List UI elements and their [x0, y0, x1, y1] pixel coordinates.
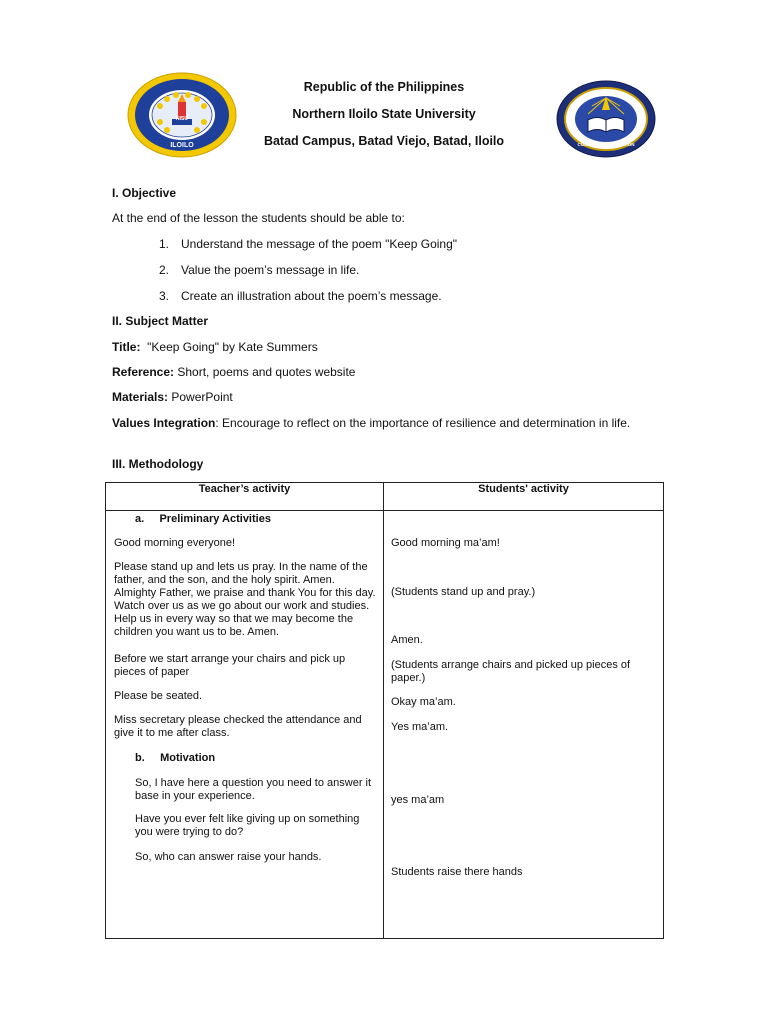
teacher-line: Before we start arrange your chairs and pick up pieces of paper: [114, 653, 346, 678]
objective-item-number: 1.: [159, 237, 170, 251]
teacher-line: Please be seated.: [114, 690, 203, 702]
methodology-table: [105, 482, 664, 939]
subject-reference-label: Reference:: [112, 365, 175, 379]
teacher-activity-cell: [106, 511, 384, 939]
subject-values-integration: [112, 416, 652, 431]
subject-title-label: Title:: [112, 340, 141, 354]
teacher-line: Good morning everyone!: [114, 537, 236, 549]
student-line: Students raise there hands: [391, 866, 523, 878]
section-a-heading: [135, 513, 271, 526]
subject-title-value: "Keep Going" by Kate Summers: [147, 340, 318, 354]
students-column-header: Students' activity: [384, 483, 664, 511]
header-country: Republic of the Philippines: [303, 80, 465, 94]
section-a-marker: a.: [135, 513, 145, 525]
student-line: Yes ma’am.: [391, 721, 449, 733]
teacher-line: So, who can answer raise your hands.: [135, 851, 322, 863]
student-line: yes ma’am: [391, 794, 445, 806]
students-activity-cell: [384, 511, 664, 939]
subject-reference-value: Short, poems and quotes website: [177, 365, 356, 379]
objective-item-text: Understand the message of the poem "Keep Going": [181, 237, 458, 251]
student-line: (Students stand up and pray.): [391, 586, 536, 598]
subject-values-label: Values Integration: [112, 416, 216, 430]
objective-item-3: [159, 289, 442, 303]
subject-materials: [112, 390, 233, 405]
subject-materials-value: PowerPoint: [171, 390, 233, 404]
teacher-line: Have you ever felt like giving up on something you were trying to do?: [135, 813, 360, 838]
teacher-line: Miss secretary please checked the attendance and give it to me after class.: [114, 714, 362, 739]
methodology-heading: III. Methodology: [112, 457, 204, 471]
section-b-title: Motivation: [160, 752, 216, 764]
seal-bottom-text: ILOILO: [170, 142, 194, 149]
seal-center-text: NISU: [176, 116, 188, 122]
header-university: Northern Iloilo State University: [292, 107, 476, 121]
objective-heading: I. Objective: [112, 186, 177, 200]
objective-item-number: 2.: [159, 263, 170, 277]
subject-values-value: : Encourage to reflect on the importance of resilience and determination in life.: [215, 416, 631, 430]
objective-item-number: 3.: [159, 289, 170, 303]
subject-materials-label: Materials:: [112, 390, 169, 404]
teacher-line: So, I have here a question you need to answer it base in your experience.: [135, 777, 372, 802]
section-b-heading: [135, 752, 215, 765]
header-campus: Batad Campus, Batad Viejo, Batad, Iloilo: [263, 134, 505, 148]
student-line: Okay ma’am.: [391, 696, 456, 708]
section-b-marker: b.: [135, 752, 145, 764]
objective-item-text: Create an illustration about the poem’s message.: [181, 289, 442, 303]
teacher-column-header: Teacher’s activity: [106, 483, 384, 511]
student-line: Amen.: [391, 634, 423, 646]
objective-intro: At the end of the lesson the students should be able to:: [112, 211, 405, 225]
objective-item-text: Value the poem’s message in life.: [181, 263, 360, 277]
section-a-title: Preliminary Activities: [159, 513, 271, 525]
teacher-line: Please stand up and lets us pray. In the name of the father, and the son, and the holy spirit. Amen. Almighty Father, we praise and thank You for this day. Watch over us as we go about our work and studies. Help us in every way so that we may become the children you want us to be. Amen.: [114, 561, 376, 638]
subject-heading: II. Subject Matter: [112, 314, 209, 328]
subject-reference: [112, 365, 355, 380]
college-seal-bottom-text: COLLEGE OF EDUCATION: [577, 142, 635, 147]
subject-title: [112, 340, 318, 355]
objective-item-1: [159, 237, 457, 251]
student-line: Good morning ma’am!: [391, 537, 500, 549]
student-line: (Students arrange chairs and picked up pieces of paper.): [391, 659, 631, 684]
objective-item-2: [159, 263, 359, 277]
